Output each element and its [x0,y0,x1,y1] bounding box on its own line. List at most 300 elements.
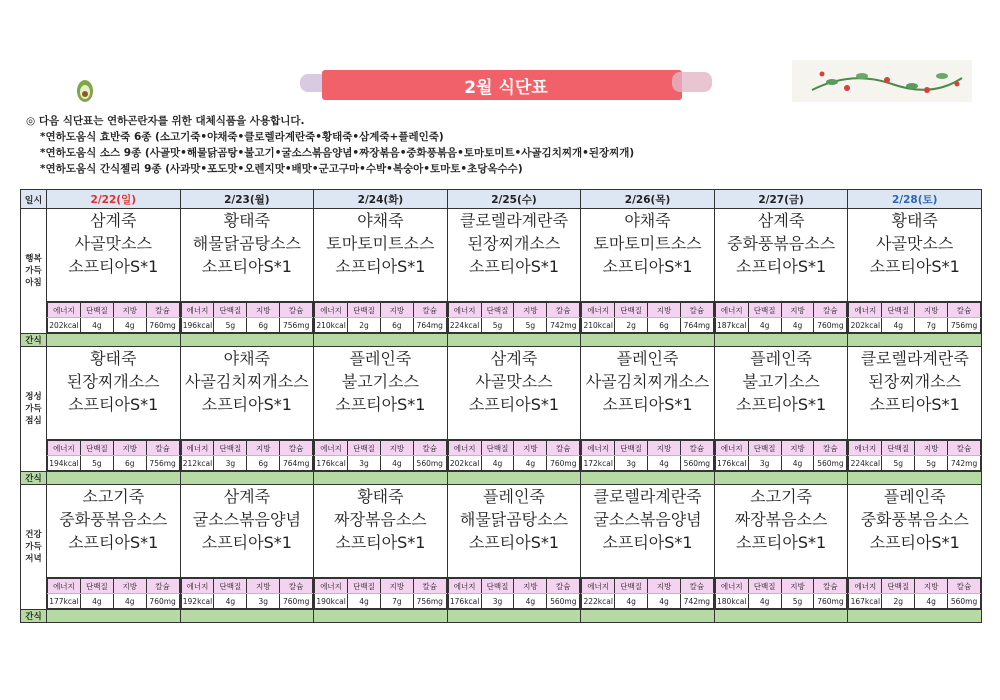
nutrient-label: 단백질 [80,579,113,594]
dish-item: 삼계죽 [757,211,805,230]
nutrient-label: 칼슘 [413,441,446,456]
nutrient-value: 202kcal [48,318,81,333]
nutrient-value: 4g [214,594,247,609]
nutrient-label: 에너지 [582,579,615,594]
nutrient-label: 에너지 [315,303,348,318]
nutrition-cell [581,440,715,472]
nutrient-label: 에너지 [48,579,81,594]
nutrient-label: 칼슘 [547,441,580,456]
notes-line: *연하도움식 효반죽 6종 (소고기죽•야채죽•클로렐라계란죽•황태죽•삼계죽+플레인죽) [40,131,444,143]
nutrient-value: 560mg [814,456,847,471]
day-header: 2/23(월) [180,190,314,209]
nutrient-label: 지방 [648,579,681,594]
nutrient-value: 2g [882,594,915,609]
snack-cell [581,472,715,485]
dish-item: 중화풍볶음소스 [726,234,836,253]
nutrition-cell [581,578,715,610]
nutrient-value: 760mg [547,456,580,471]
dish-item: 굴소스볶음양념 [192,510,301,529]
nutrient-label: 에너지 [48,303,81,318]
nutrient-value: 3g [247,594,280,609]
nutrient-label: 에너지 [849,441,882,456]
dish-cell [447,485,581,578]
meal-label-text: 아침 [25,278,42,288]
nutrient-label: 지방 [380,303,413,318]
dish-item: 소프티아S*1 [736,395,827,414]
meal-label-text: 건강 [25,530,42,540]
dish-item: 클로렐라계란죽 [459,211,569,230]
nutrient-value: 4g [113,318,146,333]
dish-item: 소프티아S*1 [869,257,960,276]
nutrient-value: 177kcal [48,594,81,609]
nutrient-value: 756mg [146,456,179,471]
meal-label [21,485,47,610]
nutrient-value: 4g [648,594,681,609]
dish-cell [314,209,448,302]
nutrition-cell [47,440,181,472]
nutrient-label: 지방 [514,303,547,318]
nutrient-value: 176kcal [448,594,481,609]
dish-cell [714,347,848,440]
dish-cell [848,347,982,440]
dish-cell [581,347,715,440]
meal-label-text: 저녁 [25,554,42,564]
nutrient-label: 에너지 [582,303,615,318]
dish-item: 된장찌개소스 [467,234,561,253]
dish-item: 소프티아S*1 [602,257,693,276]
nutrient-value: 187kcal [715,318,748,333]
nutrient-value: 560mg [413,456,446,471]
notes-line: *연하도움식 소스 9종 (사골맛•해물닭곰탕•불고기•굴소스볶음양념•짜장볶음•중화풍볶음•토마토미트•사골김치찌개•된장찌개) [40,147,635,159]
nutrient-label: 단백질 [748,441,781,456]
dish-item: 황태죽 [357,487,404,506]
dish-item: 중화풍볶음소스 [860,510,969,529]
dish-item: 소고기죽 [750,487,812,506]
nutrition-cell [314,302,448,334]
snack-cell [714,610,848,623]
meal-row [21,347,982,440]
meal-row [21,485,982,578]
nutrient-value: 4g [882,318,915,333]
nutrition-cell [581,302,715,334]
nutrient-label: 칼슘 [948,303,981,318]
nutrient-value: 6g [380,318,413,333]
dish-item: 소프티아S*1 [201,395,292,414]
nutrient-label: 단백질 [882,303,915,318]
snack-cell [314,472,448,485]
nutrient-label: 지방 [380,579,413,594]
snack-cell [447,472,581,485]
nutrient-label: 지방 [113,579,146,594]
dish-cell [714,485,848,578]
nutrient-label: 단백질 [615,303,648,318]
nutrition-cell [180,440,314,472]
dish-item: 소프티아S*1 [201,257,292,276]
nutrition-cell [714,302,848,334]
nutrient-value: 4g [481,456,514,471]
nutrient-value: 212kcal [181,456,214,471]
nutrition-cell [447,440,581,472]
dish-cell [447,347,581,440]
dish-item: 소고기죽 [82,487,145,506]
dish-item: 사골김치찌개소스 [585,372,710,391]
nutrient-label: 단백질 [481,579,514,594]
nutrient-value: 194kcal [48,456,81,471]
meal-label-text: 가득 [25,404,42,414]
nutrition-cell [848,440,982,472]
nutrient-label: 에너지 [315,441,348,456]
nutrient-value: 742mg [680,594,713,609]
nutrient-label: 칼슘 [814,441,847,456]
nutrient-label: 지방 [514,579,547,594]
dish-item: 황태죽 [891,211,938,230]
dish-item: 플레인죽 [483,487,545,506]
nutrient-label: 단백질 [481,303,514,318]
nutrient-label: 지방 [915,579,948,594]
nutrient-label: 에너지 [715,303,748,318]
nutrient-value: 4g [781,318,814,333]
nutrient-value: 4g [748,594,781,609]
dish-item: 소프티아S*1 [68,533,159,552]
nutrient-value: 196kcal [181,318,214,333]
nutrient-value: 4g [748,318,781,333]
snack-cell [180,334,314,347]
nutrient-label: 칼슘 [814,579,847,594]
nutrition-cell [848,578,982,610]
nutrient-value: 172kcal [582,456,615,471]
nutrient-value: 560mg [547,594,580,609]
dish-item: 황태죽 [223,211,271,230]
menu-notes [26,113,634,177]
nutrient-label: 지방 [648,303,681,318]
nutrition-row [21,302,982,334]
nutrient-label: 에너지 [849,303,882,318]
dish-item: 사골맛소스 [74,234,152,253]
nutrient-label: 단백질 [615,579,648,594]
dish-item: 소프티아S*1 [602,533,693,552]
nutrient-label: 칼슘 [680,303,713,318]
nutrient-label: 단백질 [80,303,113,318]
nutrient-value: 176kcal [315,456,348,471]
day-header: 2/26(목) [581,190,715,209]
dish-item: 중화풍볶음소스 [59,510,168,529]
nutrient-label: 칼슘 [413,303,446,318]
meal-label [21,209,47,334]
header-row [21,190,982,209]
nutrient-value: 3g [748,456,781,471]
nutrient-label: 칼슘 [680,579,713,594]
dish-cell [581,209,715,302]
dish-item: 클로렐라계란죽 [593,487,702,506]
nutrition-cell [47,578,181,610]
snack-row [21,610,982,623]
snack-cell [47,610,181,623]
dish-item: 소프티아S*1 [736,257,827,276]
day-header: 2/22(일) [47,190,181,209]
dish-cell [47,347,181,440]
dish-cell [180,347,314,440]
nutrient-label: 단백질 [481,441,514,456]
meal-label-text: 가득 [25,542,42,552]
nutrient-value: 6g [247,318,280,333]
nutrient-label: 에너지 [582,441,615,456]
snack-cell [47,472,181,485]
nutrient-value: 3g [348,456,381,471]
meal-label-text: 점심 [25,416,42,426]
nutrient-label: 지방 [514,441,547,456]
nutrient-value: 7g [915,318,948,333]
dish-item: 소프티아S*1 [468,533,560,552]
day-header: 2/28(토) [848,190,982,209]
nutrient-value: 2g [348,318,381,333]
snack-cell [581,610,715,623]
nutrient-value: 7g [380,594,413,609]
nutrient-label: 단백질 [214,441,247,456]
notes-line: *연하도움식 간식젤리 9종 (사과맛•포도맛•오렌지맛•배맛•군고구마•수박•복숭아•토마토•초당옥수수) [40,163,523,175]
nutrient-value: 4g [781,456,814,471]
dish-cell [180,485,314,578]
nutrition-row [21,440,982,472]
nutrient-label: 지방 [648,441,681,456]
dish-item: 플레인죽 [616,349,679,368]
nutrient-value: 6g [113,456,146,471]
snack-label: 간식 [21,334,47,347]
dish-item: 된장찌개소스 [66,372,160,391]
meal-label-text: 가득 [25,266,42,276]
nutrition-cell [314,578,448,610]
snack-label: 간식 [21,610,47,623]
nutrition-cell [447,578,581,610]
dish-item: 사골맛소스 [475,372,553,391]
dish-item: 짜장볶음소스 [734,510,828,529]
snack-cell [180,472,314,485]
snack-cell [447,334,581,347]
dish-item: 사골맛소스 [876,234,954,253]
nutrient-label: 칼슘 [814,303,847,318]
nutrition-cell [47,302,181,334]
nutrient-value: 4g [648,456,681,471]
dish-item: 굴소스볶음양념 [593,510,702,529]
nutrient-label: 칼슘 [146,579,179,594]
meal-label-text: 정성 [25,392,42,402]
dish-item: 사골김치찌개소스 [185,372,309,391]
nutrient-label: 에너지 [715,441,748,456]
snack-cell [314,610,448,623]
nutrient-value: 760mg [814,594,847,609]
nutrient-value: 167kcal [849,594,882,609]
dish-item: 야채죽 [223,349,271,368]
meal-plan-table [20,189,982,623]
nutrient-value: 5g [781,594,814,609]
nutrient-value: 202kcal [849,318,882,333]
dish-item: 소프티아S*1 [869,395,960,414]
nutrient-label: 칼슘 [413,579,446,594]
snack-row [21,334,982,347]
header-label: 일시 [21,190,47,209]
nutrient-label: 에너지 [48,441,81,456]
nutrient-label: 지방 [247,303,280,318]
nutrition-cell [314,440,448,472]
dish-item: 소프티아S*1 [201,533,292,552]
nutrient-value: 764mg [680,318,713,333]
nutrient-value: 760mg [814,318,847,333]
dish-item: 불고기소스 [742,372,820,391]
snack-cell [714,472,848,485]
nutrient-label: 단백질 [80,441,113,456]
dish-item: 소프티아S*1 [602,395,693,414]
nutrient-value: 756mg [280,318,313,333]
dish-cell [848,209,982,302]
nutrient-value: 6g [247,456,280,471]
nutrient-value: 5g [214,318,247,333]
nutrient-value: 5g [915,456,948,471]
dish-item: 소프티아S*1 [335,257,426,276]
nutrient-value: 760mg [146,594,179,609]
dish-cell [47,209,181,302]
nutrient-label: 칼슘 [547,303,580,318]
nutrient-label: 지방 [247,441,280,456]
nutrient-label: 단백질 [348,579,381,594]
nutrient-label: 칼슘 [948,579,981,594]
nutrition-cell [714,578,848,610]
nutrient-label: 칼슘 [146,441,179,456]
nutrient-label: 단백질 [348,303,381,318]
nutrient-value: 210kcal [582,318,615,333]
dish-item: 해물닭곰탕소스 [459,510,569,529]
nutrient-label: 지방 [915,441,948,456]
nutrient-label: 에너지 [448,441,481,456]
nutrient-label: 단백질 [214,579,247,594]
nutrient-value: 4g [80,318,113,333]
dish-item: 소프티아S*1 [468,257,560,276]
snack-cell [581,334,715,347]
nutrition-cell [447,302,581,334]
nutrient-value: 742mg [547,318,580,333]
dish-item: 야채죽 [357,211,404,230]
dish-item: 소프티아S*1 [335,395,426,414]
nutrient-label: 단백질 [214,303,247,318]
nutrient-label: 에너지 [448,303,481,318]
nutrient-label: 칼슘 [280,579,313,594]
snack-cell [47,334,181,347]
dish-item: 삼계죽 [223,487,271,506]
nutrient-value: 210kcal [315,318,348,333]
dish-cell [447,209,581,302]
nutrient-value: 560mg [680,456,713,471]
nutrient-value: 6g [648,318,681,333]
nutrient-value: 202kcal [448,456,481,471]
nutrient-label: 단백질 [882,441,915,456]
dish-item: 해물닭곰탕소스 [192,234,301,253]
notes-intro: ◎ 다음 식단표는 연하곤란자를 위한 대체식품을 사용합니다. [26,115,305,127]
snack-cell [848,610,982,623]
nutrient-value: 224kcal [448,318,481,333]
nutrient-value: 222kcal [582,594,615,609]
floral-decoration-icon [792,60,972,102]
title-banner [300,64,712,104]
dish-item: 황태죽 [90,349,137,368]
nutrient-value: 4g [514,594,547,609]
dish-item: 불고기소스 [341,372,420,391]
snack-cell [848,472,982,485]
nutrient-value: 190kcal [315,594,348,609]
nutrient-label: 지방 [781,303,814,318]
dish-cell [180,209,314,302]
nutrient-value: 5g [882,456,915,471]
nutrient-value: 760mg [146,318,179,333]
nutrient-value: 3g [615,456,648,471]
dish-item: 소프티아S*1 [736,533,827,552]
nutrient-value: 4g [348,594,381,609]
nutrient-value: 742mg [948,456,981,471]
nutrient-value: 4g [514,456,547,471]
dish-cell [581,485,715,578]
nutrient-label: 에너지 [448,579,481,594]
dish-item: 플레인죽 [750,349,812,368]
nutrient-label: 지방 [247,579,280,594]
nutrient-label: 에너지 [315,579,348,594]
avocado-icon [74,74,96,104]
nutrient-label: 칼슘 [948,441,981,456]
nutrient-label: 에너지 [849,579,882,594]
nutrient-value: 5g [514,318,547,333]
nutrient-label: 단백질 [348,441,381,456]
nutrient-value: 3g [481,594,514,609]
dish-item: 토마토미트소스 [326,234,435,253]
nutrient-value: 4g [380,456,413,471]
nutrient-label: 단백질 [748,579,781,594]
dish-cell [47,485,181,578]
nutrient-label: 지방 [781,579,814,594]
dish-item: 짜장볶음소스 [334,510,427,529]
nutrient-label: 지방 [915,303,948,318]
day-header: 2/27(금) [714,190,848,209]
day-header: 2/25(수) [447,190,581,209]
dish-item: 소프티아S*1 [869,533,960,552]
nutrient-label: 에너지 [181,579,214,594]
nutrient-label: 에너지 [715,579,748,594]
nutrient-label: 칼슘 [146,303,179,318]
meal-label [21,347,47,472]
day-header: 2/24(화) [314,190,448,209]
dish-item: 플레인죽 [883,487,946,506]
dish-item: 토마토미트소스 [593,234,702,253]
nutrient-value: 5g [481,318,514,333]
nutrient-value: 2g [615,318,648,333]
dish-item: 소프티아S*1 [335,533,426,552]
nutrition-cell [714,440,848,472]
nutrient-value: 180kcal [715,594,748,609]
nutrient-value: 176kcal [715,456,748,471]
dish-item: 클로렐라계란죽 [860,349,969,368]
snack-cell [848,334,982,347]
nutrient-value: 192kcal [181,594,214,609]
dish-cell [314,485,448,578]
snack-cell [714,334,848,347]
snack-cell [314,334,448,347]
nutrition-cell [848,302,982,334]
dish-item: 소프티아S*1 [468,395,560,414]
nutrient-label: 칼슘 [547,579,580,594]
nutrition-cell [180,578,314,610]
nutrient-value: 4g [915,594,948,609]
dish-item: 소프티아S*1 [68,395,159,414]
nutrient-label: 지방 [113,303,146,318]
dish-item: 삼계죽 [490,349,538,368]
dish-item: 야채죽 [624,211,671,230]
nutrient-value: 764mg [280,456,313,471]
nutrient-label: 칼슘 [280,441,313,456]
